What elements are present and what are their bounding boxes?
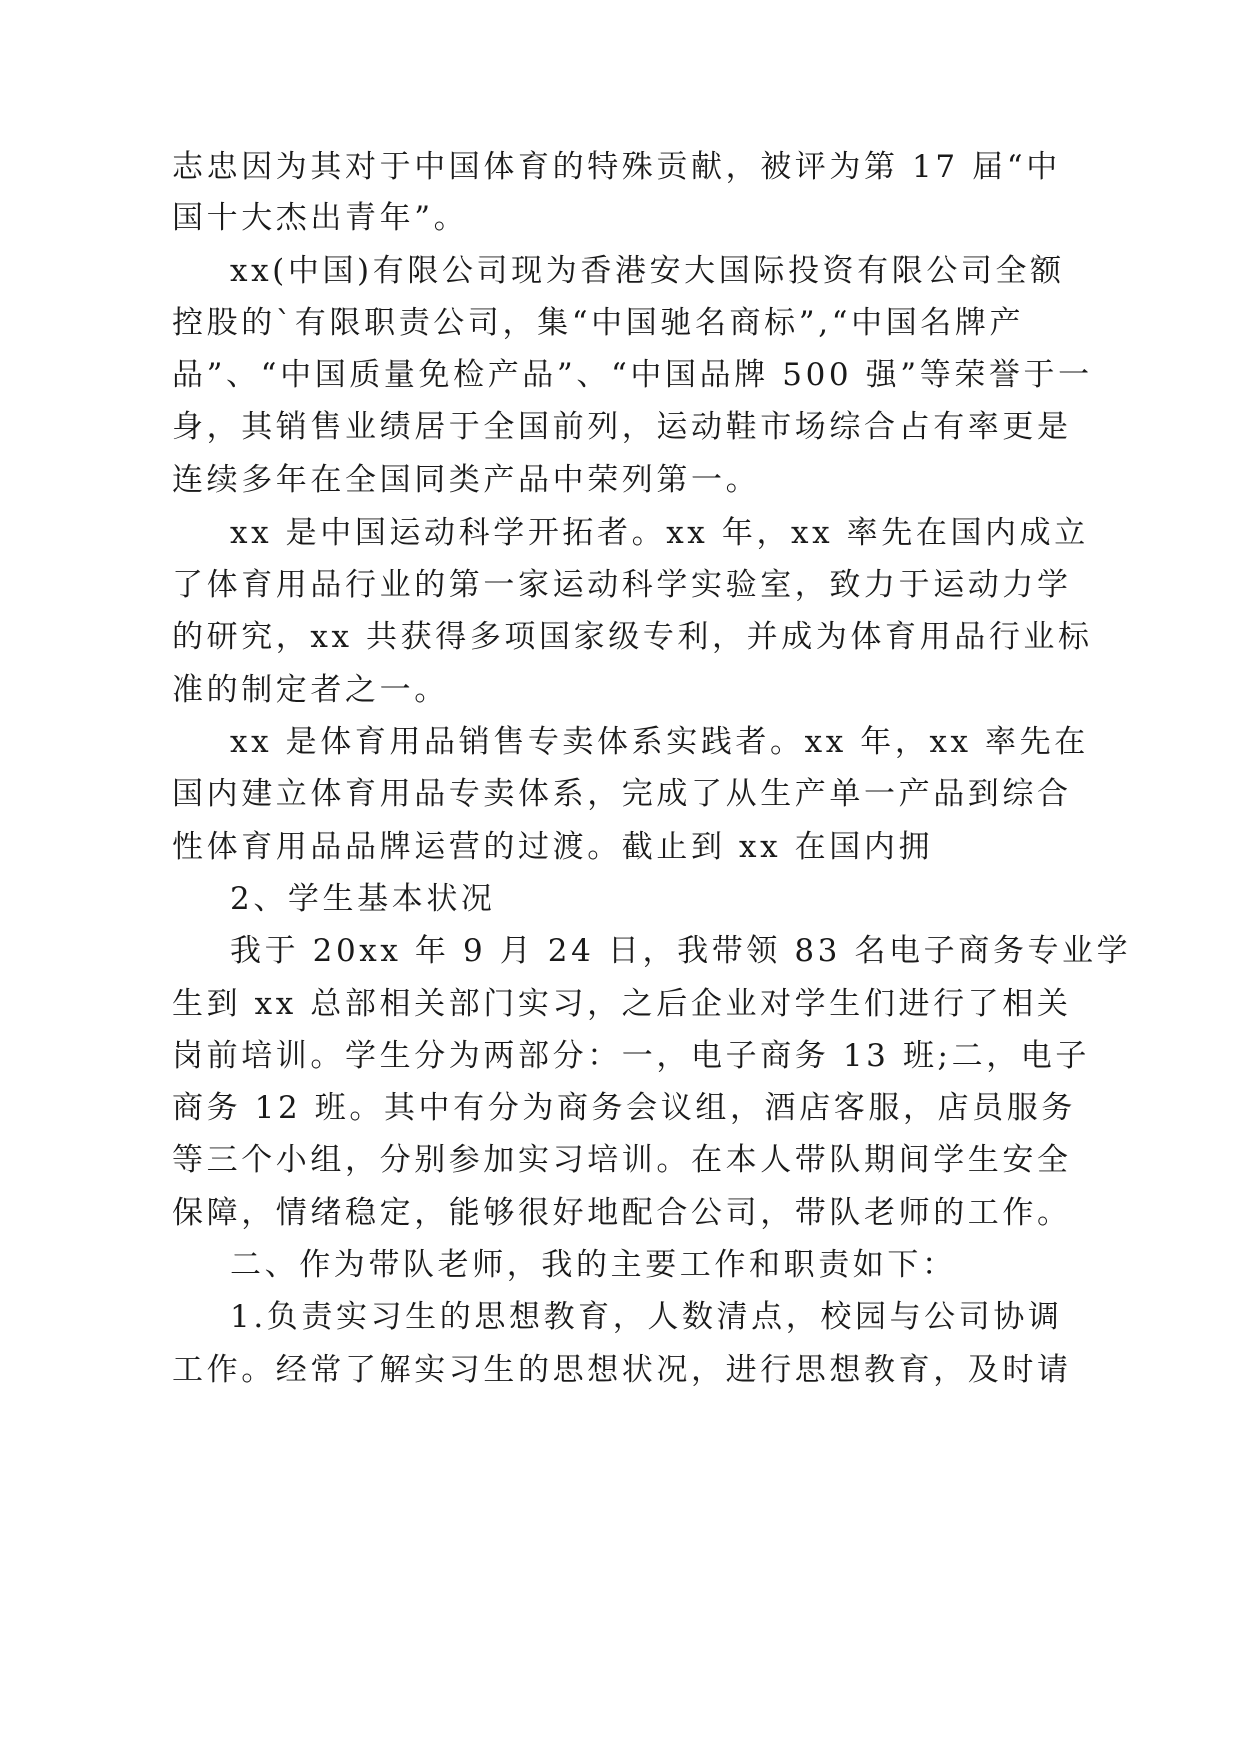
text-line: 连续多年在全国同类产品中荣列第一。 — [172, 462, 761, 498]
text-line: 工作。经常了解实习生的思想状况，进行思想教育，及时请 — [172, 1352, 1072, 1388]
text-line: 等三个小组，分别参加实习培训。在本人带队期间学生安全 — [172, 1142, 1072, 1178]
text-line: 性体育用品品牌运营的过渡。截止到 xx 在国内拥 — [172, 829, 934, 865]
text-line: 控股的`有限职责公司，集“中国驰名商标”,“中国名牌产 — [172, 305, 1025, 341]
text-line: 我于 20xx 年 9 月 24 日，我带领 83 名电子商务专业学 — [230, 933, 1132, 969]
text-line: 生到 xx 总部相关部门实习，之后企业对学生们进行了相关 — [172, 986, 1072, 1022]
text-line: 商务 12 班。其中有分为商务会议组，酒店客服，店员服务 — [172, 1090, 1076, 1126]
text-line: xx 是中国运动科学开拓者。xx 年，xx 率先在国内成立 — [230, 515, 1089, 551]
text-line: 国十大杰出青年”。 — [172, 200, 469, 236]
text-line: 的研究，xx 共获得多项国家级专利，并成为体育用品行业标 — [172, 619, 1093, 655]
text-line: 准的制定者之一。 — [172, 672, 449, 708]
text-line: 品”、“中国质量免检产品”、“中国品牌 500 强”等荣誉于一 — [172, 357, 1093, 393]
text-line: 志忠因为其对于中国体育的特殊贡献，被评为第 17 届“中 — [172, 149, 1061, 185]
text-line: xx 是体育用品销售专卖体系实践者。xx 年，xx 率先在 — [230, 724, 1089, 760]
section-heading: 2、学生基本状况 — [230, 881, 496, 917]
text-line: 岗前培训。学生分为两部分：一，电子商务 13 班;二，电子 — [172, 1038, 1090, 1074]
text-line: 身，其销售业绩居于全国前列，运动鞋市场综合占有率更是 — [172, 409, 1072, 445]
text-line: xx(中国)有限公司现为香港安大国际投资有限公司全额 — [230, 253, 1065, 289]
section-heading: 二、作为带队老师，我的主要工作和职责如下： — [230, 1247, 957, 1283]
text-line: 1.负责实习生的思想教育，人数清点，校园与公司协调 — [230, 1299, 1063, 1335]
text-line: 国内建立体育用品专卖体系，完成了从生产单一产品到综合 — [172, 776, 1072, 812]
text-line: 保障，情绪稳定，能够很好地配合公司，带队老师的工作。 — [172, 1195, 1072, 1231]
text-line: 了体育用品行业的第一家运动科学实验室，致力于运动力学 — [172, 567, 1072, 603]
